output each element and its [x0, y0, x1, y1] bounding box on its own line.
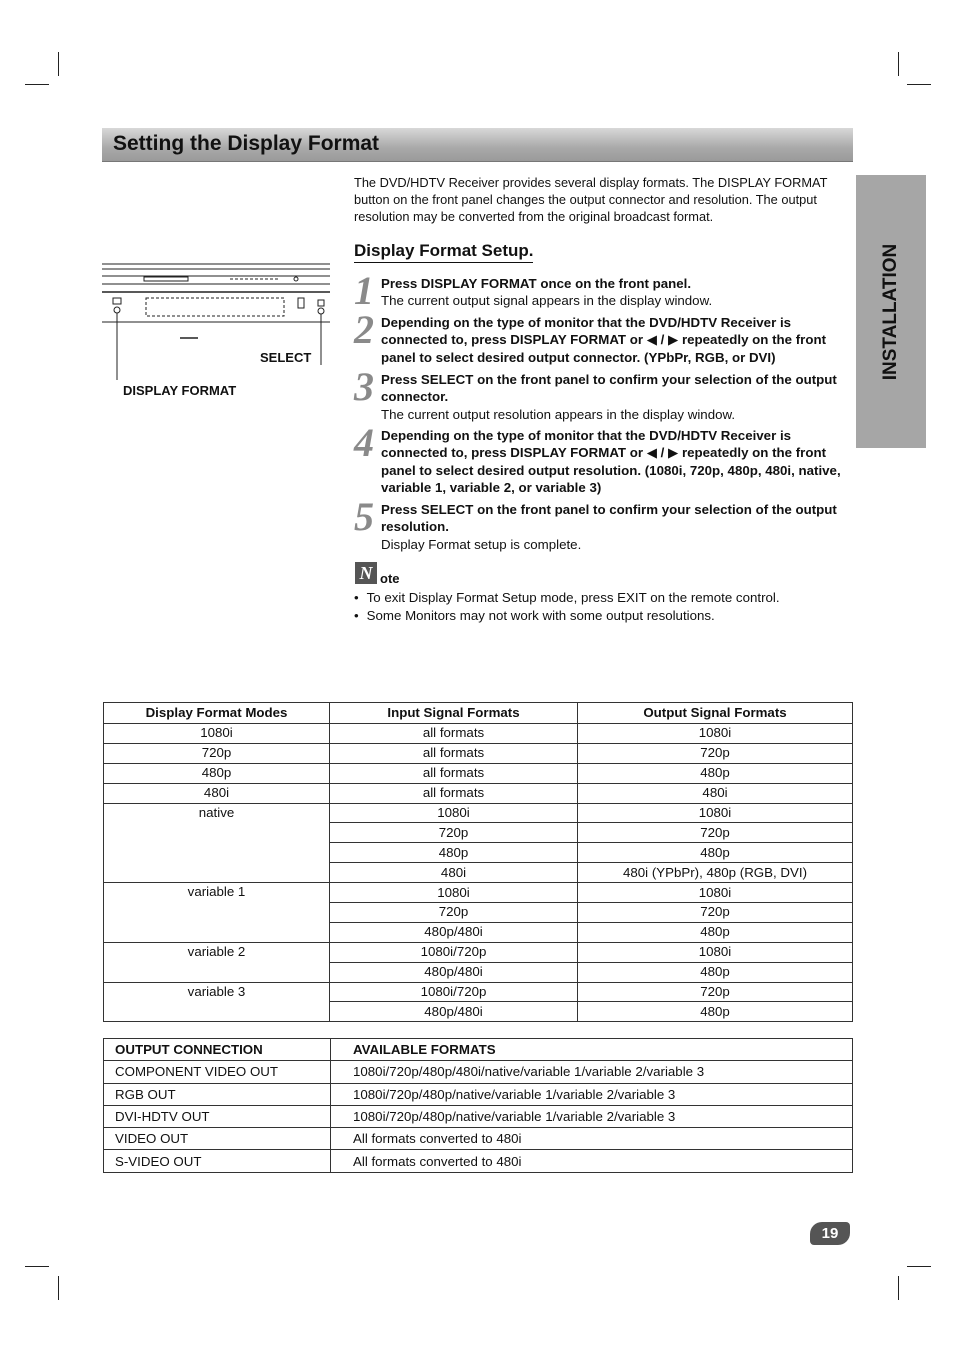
input-cell: 1080i/720p: [330, 942, 578, 962]
table-row: [104, 883, 853, 903]
formats-cell: 1080i/720p/480p/native/variable 1/variable 2/variable 3: [331, 1105, 853, 1127]
connection-cell: VIDEO OUT: [104, 1128, 331, 1150]
table-row: [104, 982, 853, 1002]
input-cell: 480p: [330, 843, 578, 863]
input-cell: 720p: [330, 903, 578, 923]
step-instruction: Depending on the type of monitor that the DVD/HDTV Receiver is connected to, press DISPLAY FORMAT or ◀ / ▶ repeatedly on the front panel to select desired output resolution. (1080i, 720p, 480p, 480i, native, variable 1, variable 2, or variable 3): [381, 428, 841, 495]
intro-text: The DVD/HDTV Receiver provides several display formats. The DISPLAY FORMAT button on the front panel changes the output connector and resolution. The output resolution may be converted from the original broadcast format.: [354, 175, 828, 224]
input-cell: 1080i/720p: [330, 982, 578, 1002]
input-cell: 480p/480i: [330, 1002, 578, 1022]
table-row: [104, 942, 853, 962]
input-cell: 1080i: [330, 803, 578, 823]
step-1: [354, 268, 854, 313]
connection-cell: RGB OUT: [104, 1083, 331, 1105]
mode-cell: 480i: [104, 783, 330, 803]
step-3: [354, 364, 854, 423]
step-instruction: Press SELECT on the front panel to confirm your selection of the output connector.: [381, 372, 837, 405]
output-cell: 480i (YPbPr), 480p (RGB, DVI): [578, 863, 853, 883]
input-cell: all formats: [330, 743, 578, 763]
crop-mark: [907, 84, 931, 85]
formats-cell: All formats converted to 480i: [331, 1128, 853, 1150]
title-bar: [102, 128, 853, 162]
table-row: [104, 1128, 853, 1150]
note-icon: N: [355, 562, 377, 584]
connection-cell: COMPONENT VIDEO OUT: [104, 1061, 331, 1083]
page-title: Setting the Display Format: [113, 132, 380, 155]
output-cell: 480p: [578, 1002, 853, 1022]
output-cell: 720p: [578, 982, 853, 1002]
table-row: [104, 1083, 853, 1105]
table-header-row: [104, 1039, 853, 1061]
output-cell: 480p: [578, 763, 853, 783]
table-row: [104, 1150, 853, 1172]
output-cell: 480p: [578, 922, 853, 942]
input-cell: 720p: [330, 823, 578, 843]
crop-mark: [58, 52, 59, 76]
mode-cell: variable 1: [104, 883, 330, 943]
formats-cell: 1080i/720p/480p/native/variable 1/variable 2/variable 3: [331, 1083, 853, 1105]
setup-heading: Display Format Setup.: [354, 241, 533, 263]
crop-mark: [25, 1266, 49, 1267]
step-4: [354, 420, 854, 496]
table-row: [104, 783, 853, 803]
page-number: 19: [810, 1222, 850, 1245]
note-label: ote: [380, 571, 400, 586]
table-header-row: [104, 703, 853, 724]
table-row: [104, 803, 853, 823]
output-cell: 720p: [578, 743, 853, 763]
column-header: Input Signal Formats: [330, 703, 578, 724]
output-cell: 1080i: [578, 724, 853, 744]
note-item: • Some Monitors may not work with some output resolutions.: [354, 607, 780, 625]
output-cell: 720p: [578, 903, 853, 923]
crop-mark: [898, 1276, 899, 1300]
crop-mark: [25, 84, 49, 85]
column-header: AVAILABLE FORMATS: [331, 1039, 853, 1061]
display-format-modes-table: [103, 702, 853, 1022]
crop-mark: [58, 1276, 59, 1300]
table-row: [104, 1061, 853, 1083]
input-cell: 480i: [330, 863, 578, 883]
column-header: OUTPUT CONNECTION: [104, 1039, 331, 1061]
mode-cell: 1080i: [104, 724, 330, 744]
section-tab: [856, 175, 926, 448]
formats-cell: 1080i/720p/480p/480i/native/variable 1/variable 2/variable 3: [331, 1061, 853, 1083]
mode-cell: native: [104, 803, 330, 883]
output-cell: 1080i: [578, 803, 853, 823]
mode-cell: variable 3: [104, 982, 330, 1022]
output-cell: 480p: [578, 962, 853, 982]
step-5: [354, 494, 854, 553]
step-number: 4: [354, 420, 374, 465]
step-detail: Display Format setup is complete.: [381, 536, 582, 552]
mode-cell: 720p: [104, 743, 330, 763]
step-instruction: Press DISPLAY FORMAT once on the front panel.: [381, 276, 692, 291]
input-cell: all formats: [330, 763, 578, 783]
step-number: 2: [354, 307, 374, 352]
connection-cell: DVI-HDTV OUT: [104, 1105, 331, 1127]
output-cell: 1080i: [578, 942, 853, 962]
section-tab-label: INSTALLATION: [880, 243, 901, 380]
front-panel-drawing: [100, 262, 332, 402]
front-panel-diagram: [100, 262, 332, 402]
output-cell: 480p: [578, 843, 853, 863]
crop-mark: [898, 52, 899, 76]
input-cell: 480p/480i: [330, 922, 578, 942]
step-number: 3: [354, 364, 374, 409]
mode-cell: variable 2: [104, 942, 330, 982]
table-row: [104, 743, 853, 763]
output-cell: 1080i: [578, 883, 853, 903]
step-number: 5: [354, 494, 374, 539]
table-row: [104, 763, 853, 783]
note-list: [354, 589, 780, 624]
connection-cell: S-VIDEO OUT: [104, 1150, 331, 1172]
table-row: [104, 1105, 853, 1127]
table-row: [104, 724, 853, 744]
output-cell: 720p: [578, 823, 853, 843]
column-header: Display Format Modes: [104, 703, 330, 724]
display-format-label: DISPLAY FORMAT: [123, 383, 237, 398]
step-instruction: Depending on the type of monitor that the DVD/HDTV Receiver is connected to, press DISPLAY FORMAT or ◀ / ▶ repeatedly on the front panel to select desired output connector. (YPbPr, RGB, or DVI): [381, 315, 827, 365]
input-cell: 480p/480i: [330, 962, 578, 982]
input-cell: all formats: [330, 783, 578, 803]
input-cell: all formats: [330, 724, 578, 744]
column-header: Output Signal Formats: [578, 703, 853, 724]
mode-cell: 480p: [104, 763, 330, 783]
formats-cell: All formats converted to 480i: [331, 1150, 853, 1172]
step-2: [354, 307, 854, 366]
step-detail: The current output signal appears in the display window.: [381, 293, 713, 309]
note-item: • To exit Display Format Setup mode, press EXIT on the remote control.: [354, 589, 780, 607]
crop-mark: [907, 1266, 931, 1267]
step-instruction: Press SELECT on the front panel to confirm your selection of the output resolution.: [381, 502, 837, 535]
output-connection-table: [103, 1038, 853, 1173]
step-detail: The current output resolution appears in the display window.: [381, 406, 736, 422]
select-label: SELECT: [260, 350, 312, 365]
output-cell: 480i: [578, 783, 853, 803]
input-cell: 1080i: [330, 883, 578, 903]
step-number: 1: [354, 268, 374, 313]
